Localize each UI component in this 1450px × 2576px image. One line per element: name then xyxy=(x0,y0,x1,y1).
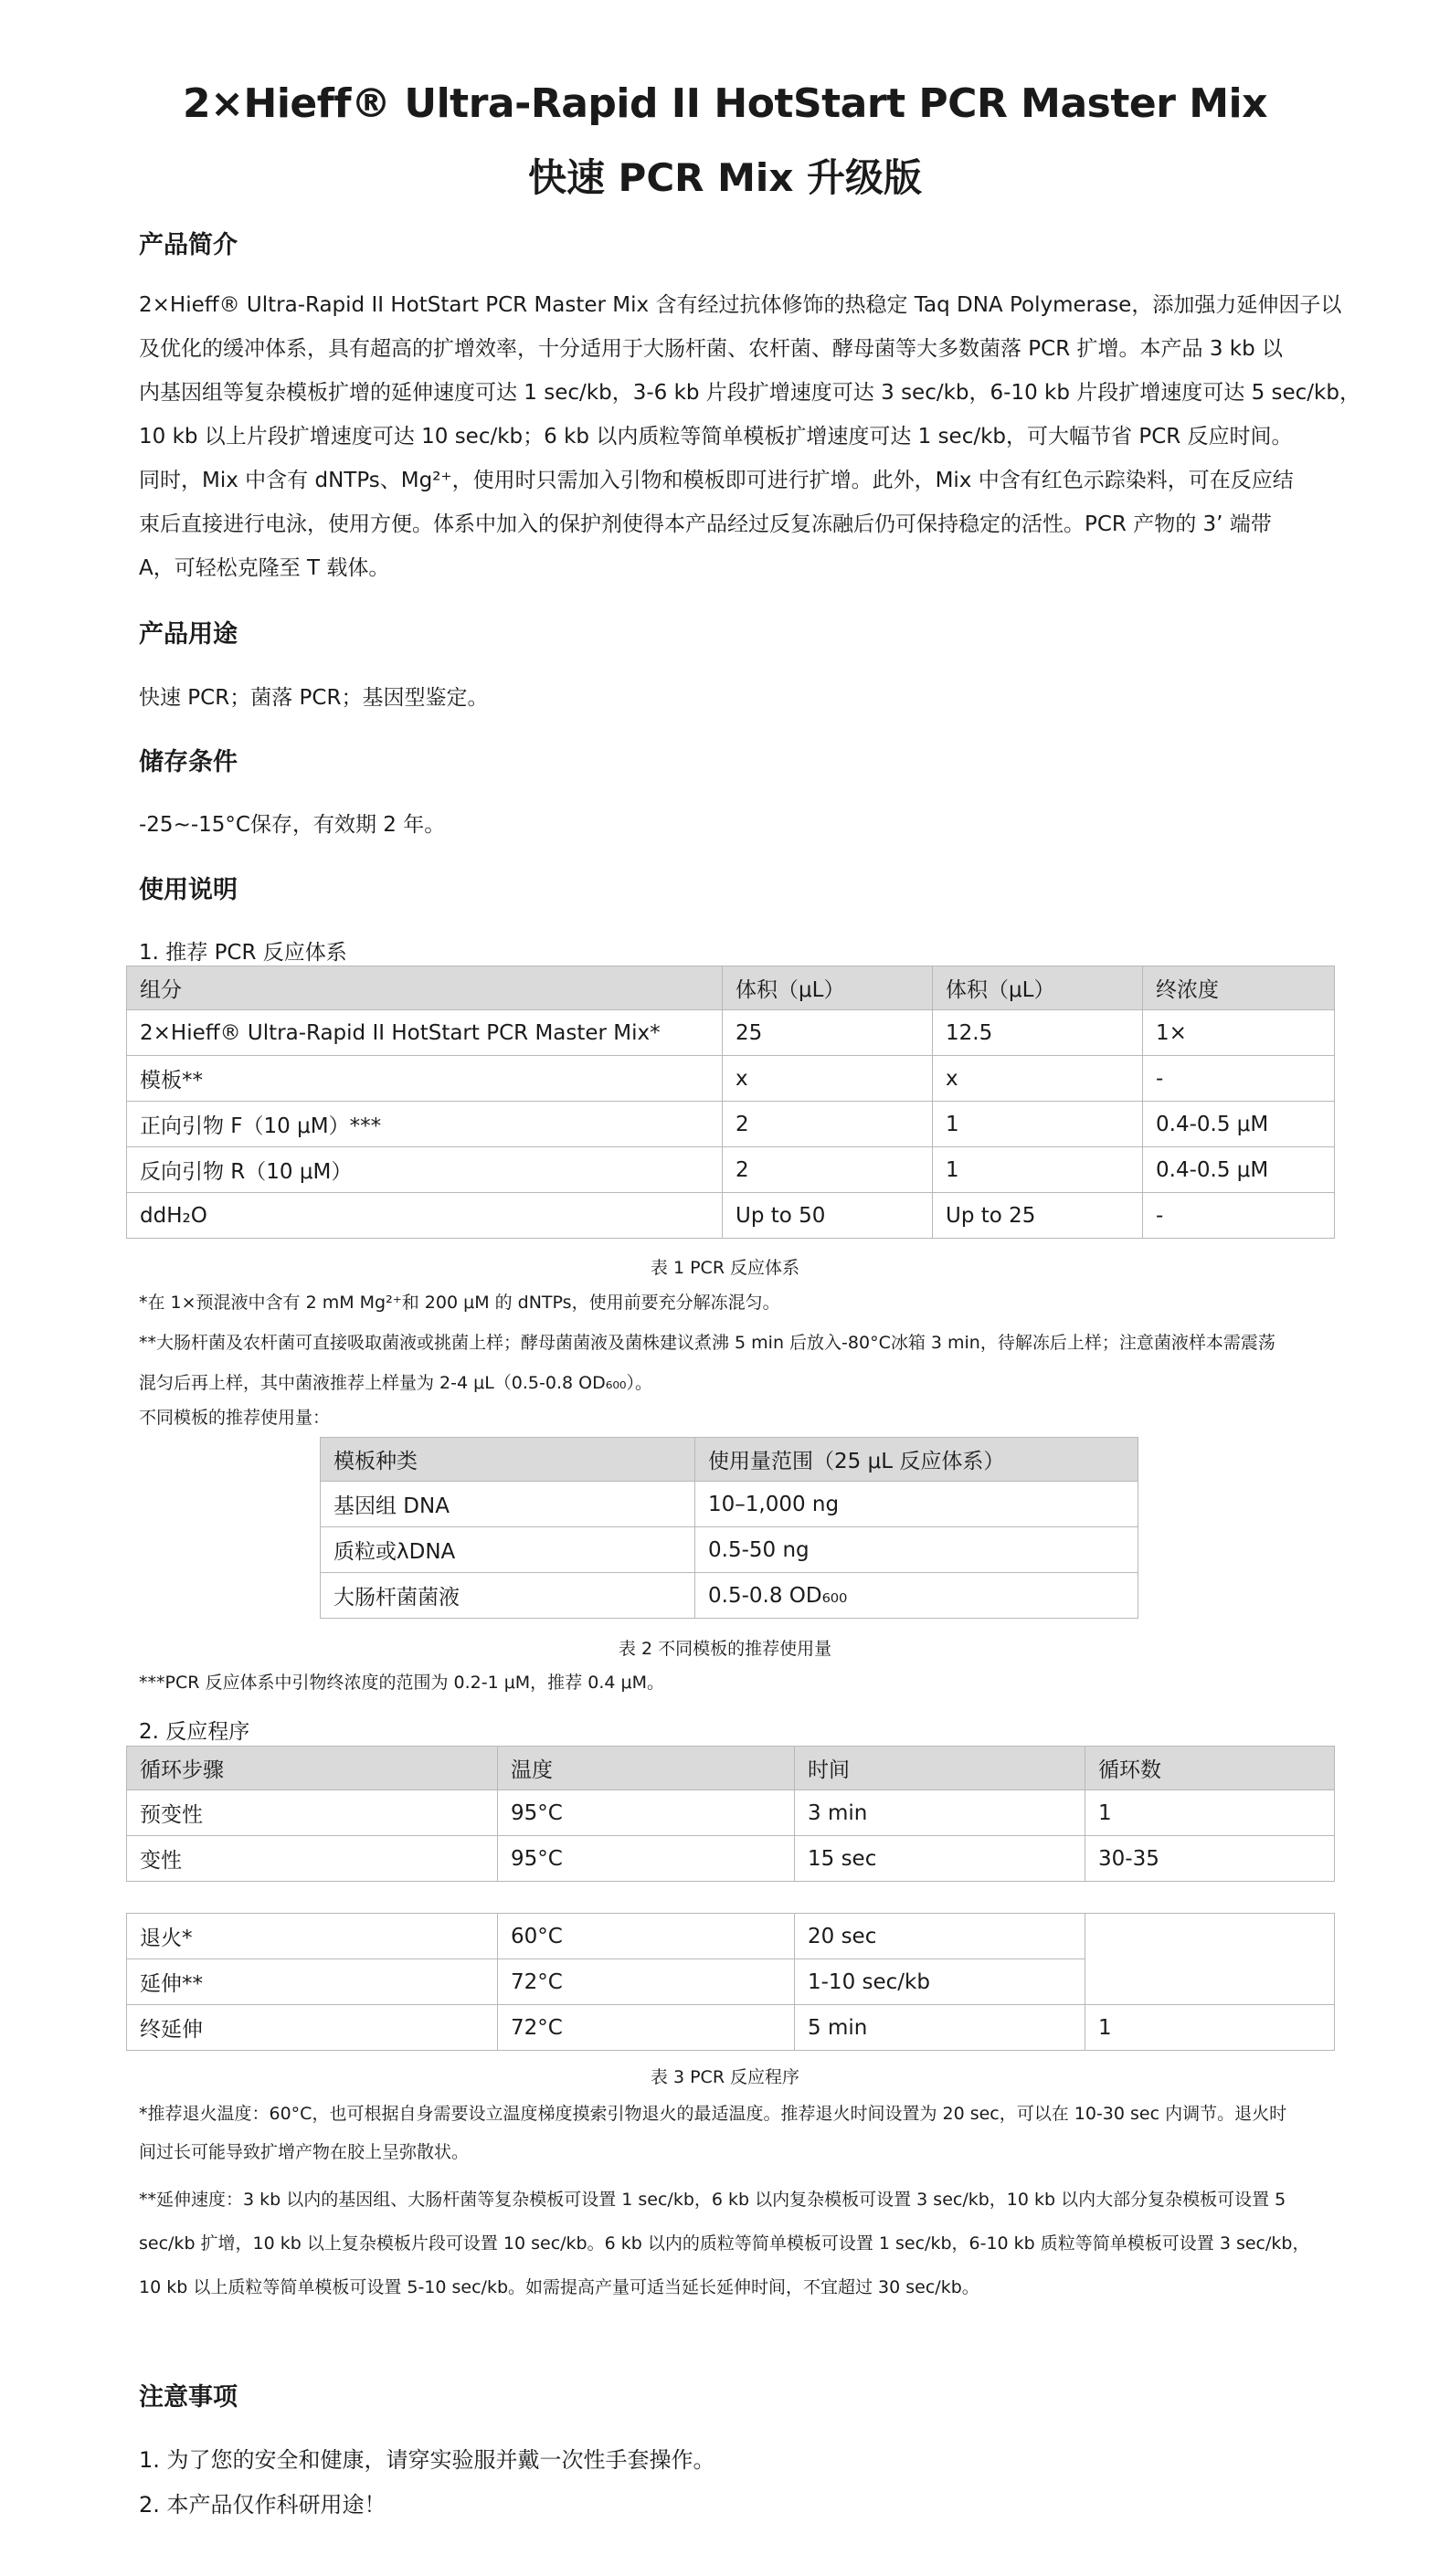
table-header-cell: 循环数 xyxy=(1085,1747,1335,1790)
table-cell: 大肠杆菌菌液 xyxy=(321,1573,695,1619)
intro-line: 及优化的缓冲体系，具有超高的扩增效率，十分适用于大肠杆菌、农杆菌、酵母菌等大多数菌落 PCR 扩增。本产品 3 kb 以 xyxy=(139,337,1284,361)
footnote-line: 不同模板的推荐使用量： xyxy=(139,1408,331,1428)
table1-caption: 表 1 PCR 反应体系 xyxy=(650,1258,800,1278)
precaution-item: 1. 为了您的安全和健康，请穿实验服并戴一次性手套操作。 xyxy=(139,2447,715,2473)
section-heading-intro: 产品简介 xyxy=(139,231,238,259)
table-row xyxy=(127,1790,1335,1836)
intro-paragraph xyxy=(139,283,1360,590)
precaution-item: 2. 本产品仅作科研用途！ xyxy=(139,2492,386,2518)
table-cell-merged xyxy=(1085,1914,1335,2005)
table-row xyxy=(127,1836,1335,1882)
intro-line: A，可轻松克隆至 T 载体。 xyxy=(139,556,390,580)
table-cell: 60°C xyxy=(498,1914,795,1959)
table-header-cell: 体积（μL） xyxy=(933,966,1143,1010)
step2-label: 2. 反应程序 xyxy=(139,1720,250,1744)
table-cell: 3 min xyxy=(795,1790,1085,1836)
table-cell: 变性 xyxy=(127,1836,498,1882)
pcr-program-table xyxy=(126,1746,1335,1882)
footnote-line: 10 kb 以上质粒等简单模板可设置 5-10 sec/kb。如需提高产量可适当延长延伸时间，不宜超过 30 sec/kb。 xyxy=(139,2277,979,2297)
template-amount-table xyxy=(320,1437,1138,1619)
table-cell: 72°C xyxy=(498,2005,795,2051)
table-cell: 15 sec xyxy=(795,1836,1085,1882)
table-header-cell: 时间 xyxy=(795,1747,1085,1790)
table-cell: 20 sec xyxy=(795,1914,1085,1959)
table-cell: 退火* xyxy=(127,1914,498,1959)
table-row xyxy=(127,1102,1335,1147)
footnote-line: ***PCR 反应体系中引物终浓度的范围为 0.2-1 μM，推荐 0.4 μM。 xyxy=(139,1673,664,1693)
table-cell: 95°C xyxy=(498,1790,795,1836)
table-cell: 0.5-0.8 OD₆₀₀ xyxy=(695,1573,1138,1619)
table-cell: 95°C xyxy=(498,1836,795,1882)
table-cell: Up to 50 xyxy=(723,1193,933,1239)
table-cell: 30-35 xyxy=(1085,1836,1335,1882)
usage-text: 快速 PCR；菌落 PCR；基因型鉴定。 xyxy=(139,686,489,710)
table-cell: 1 xyxy=(1085,2005,1335,2051)
table-cell: 预变性 xyxy=(127,1790,498,1836)
table-cell: - xyxy=(1143,1193,1335,1239)
table-cell: 5 min xyxy=(795,2005,1085,2051)
table-cell: 72°C xyxy=(498,1959,795,2005)
table-cell: 基因组 DNA xyxy=(321,1482,695,1527)
table-cell: 终延伸 xyxy=(127,2005,498,2051)
table-cell: 0.4-0.5 μM xyxy=(1143,1147,1335,1193)
pcr-program-table-cycle xyxy=(126,1913,1335,2051)
table3-caption: 表 3 PCR 反应程序 xyxy=(650,2067,800,2087)
intro-line: 2×Hieff® Ultra-Rapid II HotStart PCR Master Mix 含有经过抗体修饰的热稳定 Taq DNA Polymerase，添加强力延伸因子以 xyxy=(139,293,1342,317)
intro-line: 10 kb 以上片段扩增速度可达 10 sec/kb；6 kb 以内质粒等简单模板扩增速度可达 1 sec/kb，可大幅节省 PCR 反应时间。 xyxy=(139,425,1293,449)
footnote-line: 间过长可能导致扩增产物在胶上呈弥散状。 xyxy=(139,2142,470,2162)
document-subtitle: 快速 PCR Mix 升级版 xyxy=(527,155,923,200)
table-header-cell: 模板种类 xyxy=(321,1438,695,1482)
table-cell: 质粒或λDNA xyxy=(321,1527,695,1573)
storage-text: -25~-15°C保存，有效期 2 年。 xyxy=(139,813,446,837)
table-header-cell: 组分 xyxy=(127,966,723,1010)
table-row xyxy=(127,2005,1335,2051)
table-cell: 延伸** xyxy=(127,1959,498,2005)
table-cell: 1-10 sec/kb xyxy=(795,1959,1085,2005)
table-row xyxy=(127,1914,1335,1959)
table-cell: x xyxy=(723,1056,933,1102)
table-cell: 0.5-50 ng xyxy=(695,1527,1138,1573)
section-heading-instructions: 使用说明 xyxy=(139,876,238,904)
table-cell: x xyxy=(933,1056,1143,1102)
table-cell: 2 xyxy=(723,1147,933,1193)
table-header-cell: 温度 xyxy=(498,1747,795,1790)
table-header-cell: 终浓度 xyxy=(1143,966,1335,1010)
table-cell: 反向引物 R（10 μM） xyxy=(127,1147,723,1193)
table-cell: ddH₂O xyxy=(127,1193,723,1239)
table-row xyxy=(321,1527,1138,1573)
footnote-line: *在 1×预混液中含有 2 mM Mg²⁺和 200 μM 的 dNTPs，使用前要充分解冻混匀。 xyxy=(139,1293,780,1313)
table-cell: 模板** xyxy=(127,1056,723,1102)
table-cell: 2 xyxy=(723,1102,933,1147)
table-cell: 1× xyxy=(1143,1010,1335,1056)
table-cell: 1 xyxy=(933,1147,1143,1193)
table-row xyxy=(321,1482,1138,1527)
footnote-line: **延伸速度：3 kb 以内的基因组、大肠杆菌等复杂模板可设置 1 sec/kb，6 kb 以内复杂模板可设置 3 sec/kb，10 kb 以内大部分复杂模板可设置 5 xyxy=(139,2190,1286,2210)
section-heading-usage: 产品用途 xyxy=(139,620,238,649)
table-header-cell: 体积（μL） xyxy=(723,966,933,1010)
table-cell: - xyxy=(1143,1056,1335,1102)
table-cell: Up to 25 xyxy=(933,1193,1143,1239)
table-cell: 0.4-0.5 μM xyxy=(1143,1102,1335,1147)
table-cell: 1 xyxy=(1085,1790,1335,1836)
section-heading-storage: 储存条件 xyxy=(139,748,238,776)
intro-line: 束后直接进行电泳，使用方便。体系中加入的保护剂使得本产品经过反复冻融后仍可保持稳定的活性。PCR 产物的 3’ 端带 xyxy=(139,512,1272,536)
footnote-line: **大肠杆菌及农杆菌可直接吸取菌液或挑菌上样；酵母菌菌液及菌株建议煮沸 5 min 后放入-80°C冰箱 3 min，待解冻后上样；注意菌液样本需震荡 xyxy=(139,1333,1275,1353)
footnote-line: sec/kb 扩增，10 kb 以上复杂模板片段可设置 10 sec/kb。6 kb 以内的质粒等简单模板可设置 1 sec/kb，6-10 kb 质粒等简单模板可设置 3 sec/kb， xyxy=(139,2233,1310,2254)
table-cell: 1 xyxy=(933,1102,1143,1147)
step1-label: 1. 推荐 PCR 反应体系 xyxy=(139,941,347,965)
footnote-line: *推荐退火温度：60°C，也可根据自身需要设立温度梯度摸索引物退火的最适温度。推荐退火时间设置为 20 sec，可以在 10-30 sec 内调节。退火时 xyxy=(139,2104,1287,2124)
footnote-line: 混匀后再上样，其中菌液推荐上样量为 2-4 μL（0.5-0.8 OD₆₀₀）。 xyxy=(139,1373,653,1393)
intro-line: 同时，Mix 中含有 dNTPs、Mg²⁺，使用时只需加入引物和模板即可进行扩增。此外，Mix 中含有红色示踪染料，可在反应结 xyxy=(139,469,1294,492)
table-row xyxy=(127,1147,1335,1193)
table-cell: 12.5 xyxy=(933,1010,1143,1056)
table-header-cell: 循环步骤 xyxy=(127,1747,498,1790)
section-heading-precautions: 注意事项 xyxy=(139,2383,238,2412)
document-title: 2×Hieff® Ultra-Rapid II HotStart PCR Master Mix xyxy=(183,80,1267,127)
table-row xyxy=(127,1193,1335,1239)
pcr-system-table xyxy=(126,966,1335,1239)
table2-caption: 表 2 不同模板的推荐使用量 xyxy=(618,1639,832,1659)
table-cell: 10–1,000 ng xyxy=(695,1482,1138,1527)
table-header-cell: 使用量范围（25 μL 反应体系） xyxy=(695,1438,1138,1482)
table-cell: 正向引物 F（10 μM）*** xyxy=(127,1102,723,1147)
table-cell: 25 xyxy=(723,1010,933,1056)
intro-line: 内基因组等复杂模板扩增的延伸速度可达 1 sec/kb，3-6 kb 片段扩增速度可达 3 sec/kb，6-10 kb 片段扩增速度可达 5 sec/kb， xyxy=(139,381,1360,405)
table-row xyxy=(127,1056,1335,1102)
table-row xyxy=(127,1010,1335,1056)
table-row xyxy=(321,1573,1138,1619)
table-cell: 2×Hieff® Ultra-Rapid II HotStart PCR Master Mix* xyxy=(127,1010,723,1056)
